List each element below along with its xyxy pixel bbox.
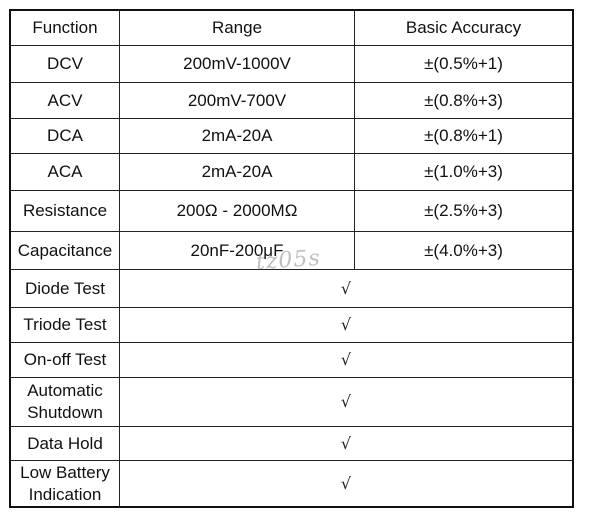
accuracy-cell: ±(2.5%+3) [424,201,503,220]
function-cell: Low Battery Indication [20,462,110,504]
check-mark: √ [340,315,352,334]
accuracy-cell: ±(4.0%+3) [424,240,503,260]
function-cell: Automatic Shutdown [27,381,103,422]
check-mark: √ [340,473,352,493]
watermark: tz05s [255,245,322,276]
accuracy-cell: ±(0.5%+1) [424,54,503,73]
function-cell: ACA [47,162,83,181]
function-cell: Resistance [22,201,108,220]
accuracy-cell: ±(0.8%+1) [424,126,503,145]
range-cell: 200mV-700V [187,90,287,110]
check-mark: √ [340,392,352,411]
range-cell: 2mA-20A [201,162,273,181]
check-mark: √ [340,433,352,453]
function-cell: Data Hold [27,433,103,453]
function-cell: DCA [47,126,83,145]
range-cell: 2mA-20A [201,126,273,145]
header-basic-accuracy: Basic Accuracy [405,18,522,37]
header-function: Function [32,18,98,37]
function-cell: DCV [47,54,83,73]
range-cell: 200mV-1000V [183,54,291,73]
function-cell: On-off Test [23,350,107,369]
range-cell: 200Ω - 2000MΩ [176,201,298,220]
function-cell: Triode Test [23,315,107,334]
header-range: Range [211,18,263,37]
accuracy-cell: ±(1.0%+3) [424,162,503,181]
function-cell: ACV [47,90,83,110]
function-cell: Capacitance [17,240,113,260]
function-cell: Diode Test [24,278,105,298]
range-cell: 20nF-200μF [190,240,284,260]
check-mark: √ [340,350,352,369]
accuracy-cell: ±(0.8%+3) [424,90,503,110]
check-mark: √ [340,278,352,298]
